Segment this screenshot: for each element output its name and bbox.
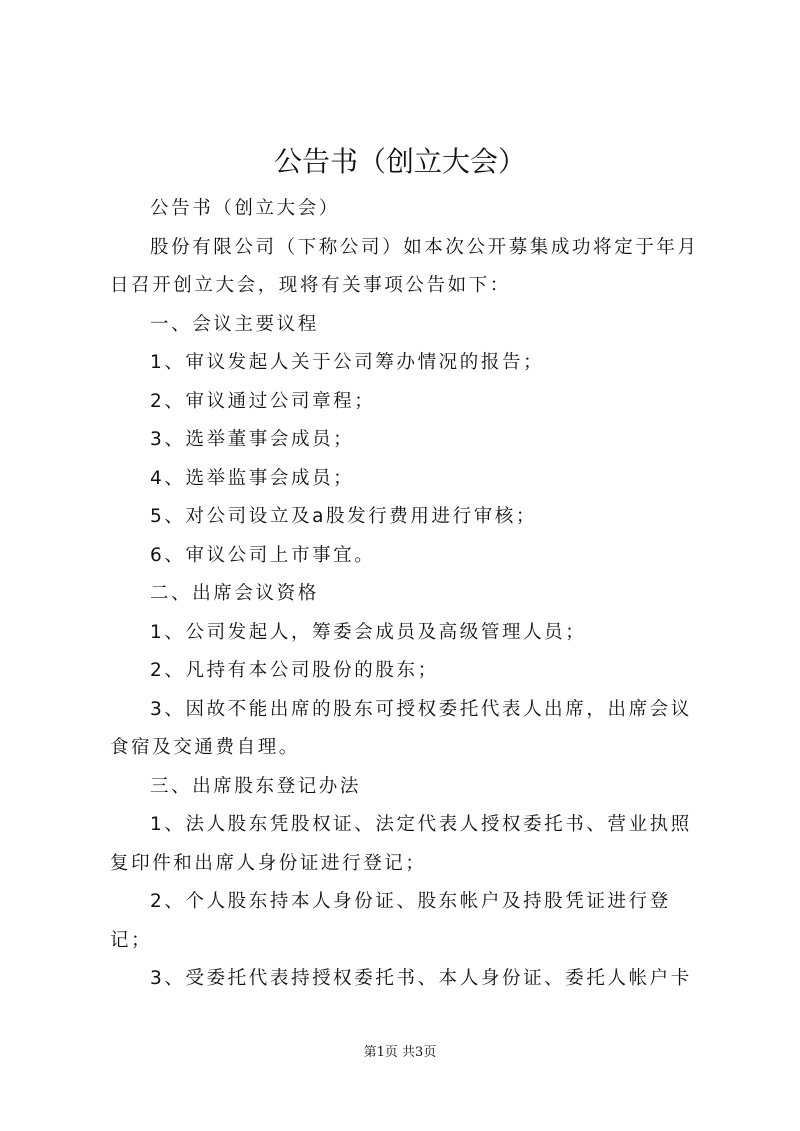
list-item: 3、因故不能出席的股东可授权委托代表人出席，出席会议食宿及交通费自理。 [110, 698, 692, 758]
section-heading: 一、会议主要议程 [150, 313, 319, 335]
list-item: 5、对公司设立及a股发行费用进行审核； [150, 506, 538, 527]
list-item: 6、审议公司上市事宜。 [150, 544, 376, 566]
list-item: 1、公司发起人，筹委会成员及高级管理人员； [150, 621, 587, 643]
list-item: 2、审议通过公司章程； [150, 390, 376, 412]
list-item: 2、凡持有本公司股份的股东； [150, 660, 439, 681]
paragraph: 公告书（创立大会） [150, 198, 340, 219]
list-item: 3、选举董事会成员； [150, 429, 355, 450]
section-heading: 三、出席股东登记办法 [150, 775, 362, 797]
page-number: 第1页 共3页 [363, 1045, 437, 1060]
document-body [110, 190, 702, 999]
document-title: 公告书（创立大会） [273, 145, 526, 178]
list-item: 1、法人股东凭股权证、法定代表人授权委托书、营业执照复印件和出席人身份证进行登记； [110, 814, 692, 874]
list-item: 3、受委托代表持授权委托书、本人身份证、委托人帐户卡 [150, 968, 692, 989]
paragraph: 股份有限公司（下称公司）如本次公开募集成功将定于年月日召开创立大会，现将有关事项公告如下： [110, 236, 699, 296]
list-item: 1、审议发起人关于公司筹办情况的报告； [150, 352, 545, 373]
section-heading: 二、出席会议资格 [150, 583, 319, 604]
list-item: 4、选举监事会成员； [150, 467, 355, 489]
list-item: 2、个人股东持本人身份证、股东帐户及持股凭证进行登记； [110, 891, 671, 951]
